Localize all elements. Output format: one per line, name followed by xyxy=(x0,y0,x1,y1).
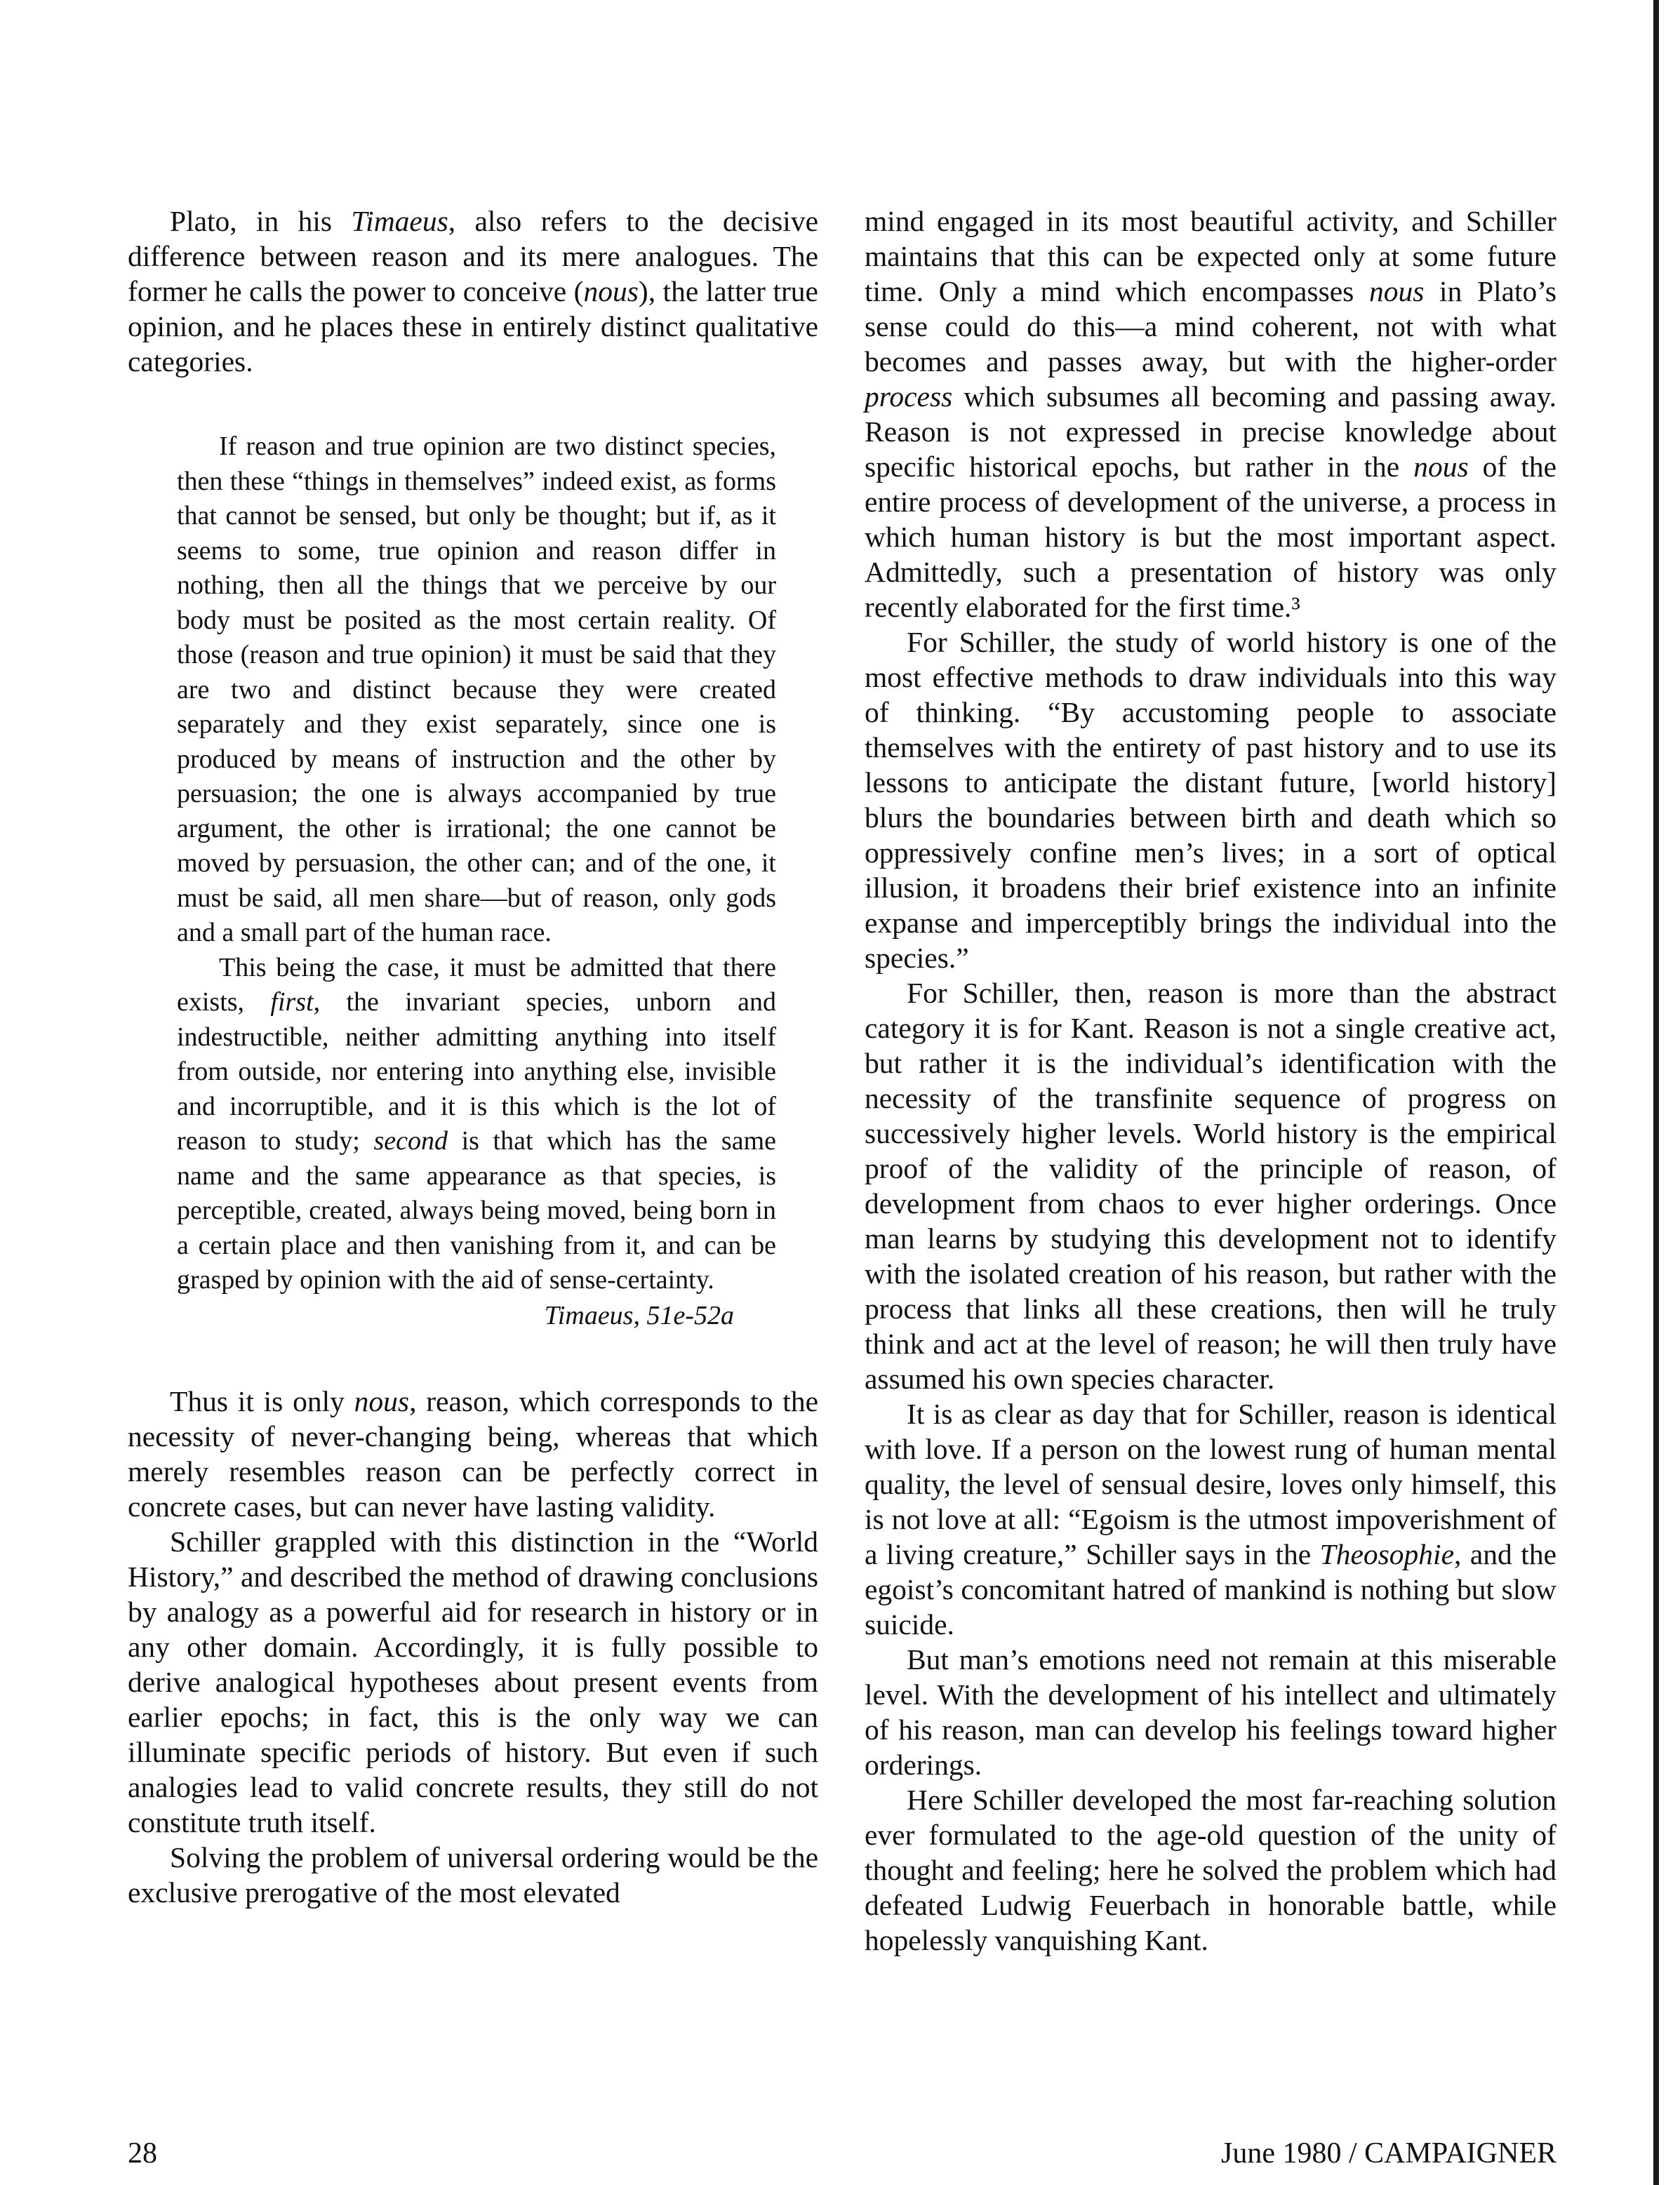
text-run: Thus it is only xyxy=(170,1384,354,1417)
italic-text: process xyxy=(865,380,953,413)
italic-text: first xyxy=(270,987,314,1017)
italic-text: nous xyxy=(1413,450,1469,483)
italic-text: nous xyxy=(583,275,639,307)
text-run: For Schiller, the study of world history is one of the most effective methods to draw individuals into this way of thinking. “By accustoming people to associate themselves with the entirety of past history and to use its lessons to anticipate the distant future, [world history] blurs the boundaries between birth and death which so oppressively confine men’s lives; in a sort of optical illusion, it broadens their brief existence into an infinite expanse and imperceptibly brings the individual into the species.” xyxy=(865,626,1556,974)
text-run: , and the egoist’s concomitant hatred of mankind is nothing but slow suicide. xyxy=(865,1538,1556,1641)
text-run: Here Schiller developed the most far-reaching solution ever formulated to the age-old question of the unity of thought and feeling; here he solved the problem which had defeated Ludwig Feuerbach in honorable battle, while hopelessly vanquishing Kant. xyxy=(865,1784,1556,1956)
page-edge-rule xyxy=(1653,0,1659,2185)
italic-text: Theosophie xyxy=(1319,1538,1455,1570)
paragraph xyxy=(865,1642,1556,1782)
page-number: 28 xyxy=(128,2137,157,2170)
text-run: For Schiller, then, reason is more than the abstract category it is for Kant. Reason is not a single creative act, but rather it is the individual’s identification with the necessity of the transfinite sequence of progress on successively higher levels. World history is the empirical proof of the validity of the principle of reason, of development from chaos to ever higher orderings. Once man learns by studying this development not to identify with the isolated creation of his reason, but rather with the process that links all these creations, then will he truly think and act at the level of reason; he will then truly have assumed his own species character. xyxy=(865,977,1556,1395)
quote-citation: Timaeus, 51e-52a xyxy=(544,1300,734,1330)
text-run: It is as clear as day that for Schiller, reason is identical with love. If a person on the lowest rung of human mental quality, the level of sensual desire, loves only himself, this is not love at all: “Egoism is the utmost impoverishment of a living creature,” Schiller says in the xyxy=(865,1398,1556,1570)
paragraph xyxy=(128,1840,818,1910)
running-foot: June 1980 / CAMPAIGNER xyxy=(1221,2137,1556,2170)
block-quote xyxy=(177,429,776,1333)
paragraph xyxy=(865,975,1556,1396)
text-run: is that which has the same name and the same appearance as that species, is perceptible, created, always being moved, being born in a certain place and then vanishing from it, and can be grasped by opinion with the aid of sense-certainty. xyxy=(177,1126,776,1295)
text-run: , also refers to the decisive difference between reason and its mere analogues. The former he calls the power to conceive ( xyxy=(128,205,818,307)
text-run: Solving the problem of universal ordering would be the exclusive prerogative of the most elevated xyxy=(128,1840,818,1909)
text-run: ), the latter true opinion, and he places these in entirely distinct qualitative categories. xyxy=(128,275,818,377)
italic-text: nous xyxy=(1368,275,1425,307)
text-run: mind engaged in its most beautiful activity, and Schiller maintains that this can be expected only at some future time. Only a mind which encompasses xyxy=(865,205,1556,307)
text-run: in Plato’s sense could do this—a mind coherent, not with what becomes and passes away, but with the higher-order xyxy=(865,275,1556,377)
right-column xyxy=(865,203,1556,1958)
paragraph xyxy=(865,203,1556,624)
quote-paragraph xyxy=(177,429,776,951)
paragraph xyxy=(865,624,1556,975)
text-run: If reason and true opinion are two distinct species, then these “things in themselves” indeed exist, as forms that cannot be sensed, but only be thought; but if, as it seems to some, true opinion and reason differ in nothing, then all the things that we perceive by our body must be posited as the most certain reality. Of those (reason and true opinion) it must be said that they are two and distinct because they were created separately and they exist separately, since one is produced by means of instruction and the other by persuasion; the one is always accompanied by true argument, the other is irrational; the one cannot be moved by persuasion, the other can; and of the one, it must be said, all men share—but of reason, only gods and a small part of the human race. xyxy=(177,432,776,947)
text-run: This being the case, it must be admitted that there exists, xyxy=(177,952,776,1017)
quote-paragraph xyxy=(177,951,776,1298)
italic-text: Timaeus xyxy=(351,205,448,237)
italic-text: second xyxy=(373,1126,448,1156)
paragraph xyxy=(128,1384,818,1524)
paragraph xyxy=(865,1396,1556,1642)
italic-text: nous xyxy=(354,1384,410,1417)
text-run: , reason, which corresponds to the necessity of never-changing being, whereas that which merely resembles reason can be perfectly correct in concrete cases, but can never have lasting validity. xyxy=(128,1384,818,1523)
paragraph xyxy=(128,1524,818,1840)
text-run: of the entire process of development of the universe, a process in which human history is but the most important aspect. Admittedly, such a presentation of history was only recently elaborated for the first time.³ xyxy=(865,450,1556,623)
paragraph xyxy=(128,203,818,379)
left-column xyxy=(128,203,818,1910)
paragraph xyxy=(865,1782,1556,1958)
text-run: which subsumes all becoming and passing away. Reason is not expressed in precise knowledge about specific historical epochs, but rather in the xyxy=(865,380,1556,483)
text-run: , the invariant species, unborn and indestructible, neither admitting anything into itself from outside, nor entering into anything else, invisible and incorruptible, and it is this which is the lot of reason to study; xyxy=(177,987,776,1156)
text-run: Schiller grappled with this distinction in the “World History,” and described the method of drawing conclusions by analogy as a powerful aid for research in history or in any other domain. Accordingly, it is fully possible to derive analogical hypotheses about present events from earlier epochs; in fact, this is the only way we can illuminate specific periods of history. But even if such analogies lead to valid concrete results, they still do not constitute truth itself. xyxy=(128,1525,818,1838)
text-run: But man’s emotions need not remain at this miserable level. With the development of his intellect and ultimately of his reason, man can develop his feelings toward higher orderings. xyxy=(865,1643,1556,1781)
text-run: Plato, in his xyxy=(170,205,352,237)
